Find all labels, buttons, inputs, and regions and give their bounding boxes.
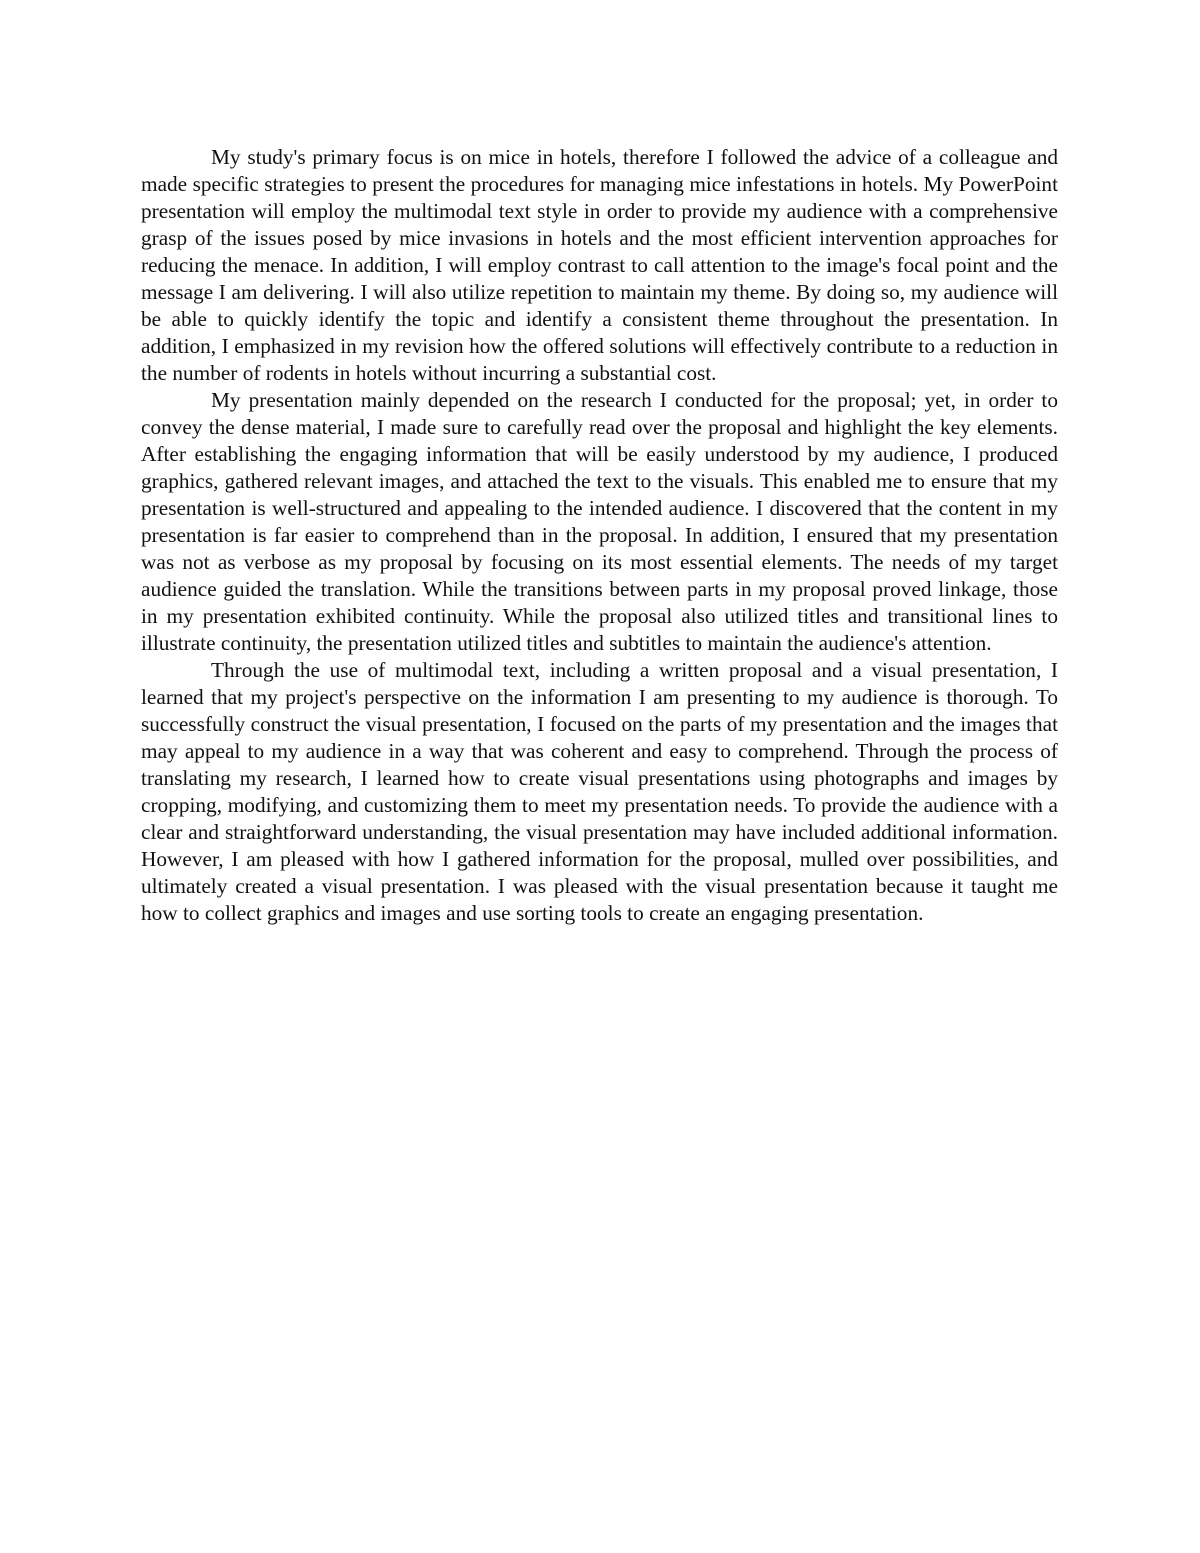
paragraph-1: My study's primary focus is on mice in hotels, therefore I followed the advice of a colleague and made specific strategies to present the procedures for managing mice infestations in hotels. My PowerPoint presentation will employ the multimodal text style in order to provide my audience with a comprehensive grasp of the issues posed by mice invasions in hotels and the most efficient intervention approaches for reducing the menace. In addition, I will employ contrast to call attention to the image's focal point and the message I am delivering. I will also utilize repetition to maintain my theme. By doing so, my audience will be able to quickly identify the topic and identify a consistent theme throughout the presentation. In addition, I emphasized in my revision how the offered solutions will effectively contribute to a reduction in the number of rodents in hotels without incurring a substantial cost. <box>141 145 1058 385</box>
paragraph-3: Through the use of multimodal text, including a written proposal and a visual presentation, I learned that my project's perspective on the information I am presenting to my audience is thorough. To successfully construct the visual presentation, I focused on the parts of my presentation and the images that may appeal to my audience in a way that was coherent and easy to comprehend. Through the process of translating my research, I learned how to create visual presentations using photographs and images by cropping, modifying, and customizing them to meet my presentation needs. To provide the audience with a clear and straightforward understanding, the visual presentation may have included additional information. However, I am pleased with how I gathered information for the proposal, mulled over possibilities, and ultimately created a visual presentation. I was pleased with the visual presentation because it taught me how to collect graphics and images and use sorting tools to create an engaging presentation. <box>141 658 1058 925</box>
paragraph-2: My presentation mainly depended on the research I conducted for the proposal; yet, in order to convey the dense material, I made sure to carefully read over the proposal and highlight the key elements. After establishing the engaging information that will be easily understood by my audience, I produced graphics, gathered relevant images, and attached the text to the visuals. This enabled me to ensure that my presentation is well-structured and appealing to the intended audience. I discovered that the content in my presentation is far easier to comprehend than in the proposal. In addition, I ensured that my presentation was not as verbose as my proposal by focusing on its most essential elements. The needs of my target audience guided the translation. While the transitions between parts in my proposal proved linkage, those in my presentation exhibited continuity. While the proposal also utilized titles and transitional lines to illustrate continuity, the presentation utilized titles and subtitles to maintain the audience's attention. <box>141 388 1058 655</box>
document-body <box>141 144 1058 927</box>
